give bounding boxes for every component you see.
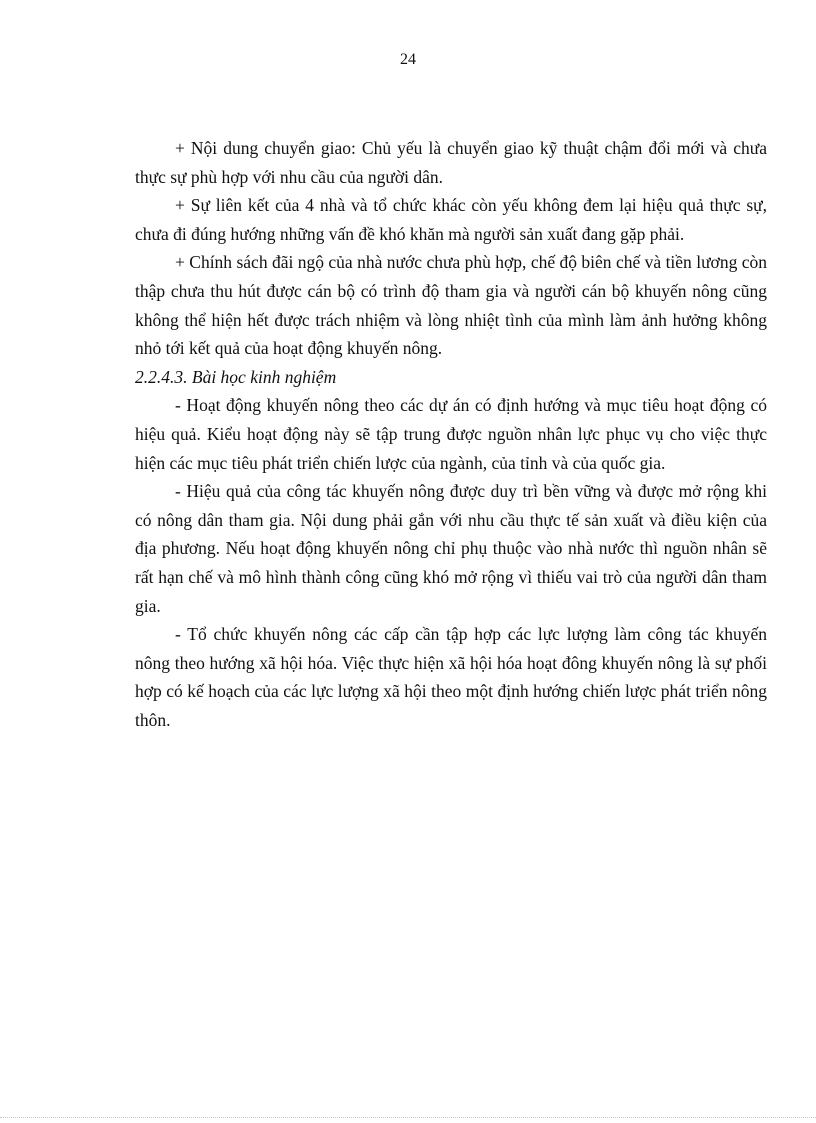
paragraph-transfer-content: + Nội dung chuyển giao: Chủ yếu là chuyển giao kỹ thuật chậm đổi mới và chưa thực sự phù hợp với nhu cầu của người dân. (135, 138, 767, 187)
paragraph-project-oriented: - Hoạt động khuyến nông theo các dự án có định hướng và mục tiêu hoạt động có hiệu quả. Kiểu hoạt động này sẽ tập trung được nguồn nhân lực phục vụ cho việc thực hiện các mục tiêu phát triển chiến lược của ngành, của tỉnh và của quốc gia. (135, 395, 767, 473)
paragraph-policy: + Chính sách đãi ngộ của nhà nước chưa phù hợp, chế độ biên chế và tiền lương còn thập chưa thu hút được cán bộ có trình độ tham gia và người cán bộ khuyến nông cũng không thể hiện hết được trách nhiệm và lòng nhiệt tình của mình làm ảnh hưởng không nhỏ tới kết quả của hoạt động khuyến nông. (135, 252, 767, 359)
page-bottom-border (0, 1117, 816, 1118)
paragraph-four-party-link: + Sự liên kết của 4 nhà và tổ chức khác còn yếu không đem lại hiệu quả thực sự, chưa đi đúng hướng những vấn đề khó khăn mà người sản xuất đang gặp phải. (135, 195, 767, 244)
paragraph-farmer-participation: - Hiệu quả của công tác khuyến nông được duy trì bền vững và được mở rộng khi có nông dân tham gia. Nội dung phải gắn với nhu cầu thực tế sản xuất và điều kiện của địa phương. Nếu hoạt động khuyến nông chỉ phụ thuộc vào nhà nước thì nguồn nhân sẽ rất hạn chế và mô hình thành công cũng khó mở rộng vì thiếu vai trò của người dân tham gia. (135, 481, 767, 616)
paragraph-socialization: - Tổ chức khuyến nông các cấp cần tập hợp các lực lượng làm công tác khuyến nông theo hướng xã hội hóa. Việc thực hiện xã hội hóa hoạt đông khuyến nông là sự phối hợp có kế hoạch của các lực lượng xã hội theo một định hướng chiến lược phát triển nông thôn. (135, 624, 767, 730)
section-heading: 2.2.4.3. Bài học kinh nghiệm (135, 366, 337, 387)
document-body (135, 134, 767, 734)
page-number: 24 (400, 51, 416, 68)
